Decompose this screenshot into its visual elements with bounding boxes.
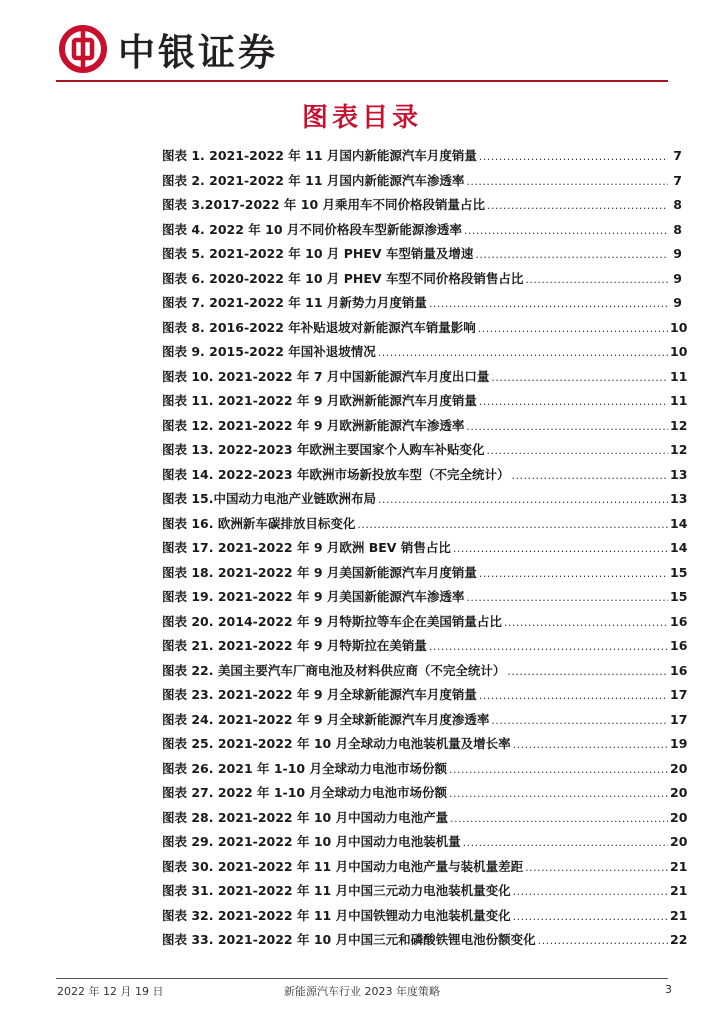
- toc-entry[interactable]: [162, 685, 688, 710]
- toc-entry[interactable]: [162, 489, 688, 514]
- toc-entry-page: 13: [670, 466, 688, 482]
- toc-entry[interactable]: [162, 710, 688, 735]
- toc-entry[interactable]: [162, 465, 688, 490]
- toc-dot-leader: [466, 175, 668, 188]
- toc-dot-leader: [491, 371, 668, 384]
- toc-entry[interactable]: [162, 514, 688, 539]
- toc-dot-leader: [357, 518, 668, 531]
- toc-entry-label: 图表 14. 2022-2023 年欧洲市场新投放车型（不完全统计）: [162, 466, 510, 482]
- toc-entry[interactable]: [162, 759, 688, 784]
- toc-dot-leader: [491, 714, 668, 727]
- toc-entry-page: 20: [670, 809, 688, 825]
- toc-entry-label: 图表 20. 2014-2022 年 9 月特斯拉等车企在美国销量占比: [162, 613, 502, 629]
- toc-dot-leader: [466, 591, 668, 604]
- toc-entry[interactable]: [162, 587, 688, 612]
- toc-dot-leader: [463, 836, 668, 849]
- toc-dot-leader: [450, 812, 668, 825]
- toc-entry[interactable]: [162, 734, 688, 759]
- toc-entry[interactable]: [162, 832, 688, 857]
- toc-entry-page: 20: [670, 760, 688, 776]
- toc-entry-label: 图表 18. 2021-2022 年 9 月美国新能源汽车月度销量: [162, 564, 477, 580]
- toc-entry[interactable]: [162, 906, 688, 931]
- toc-entry[interactable]: [162, 244, 682, 269]
- toc-entry-label: 图表 13. 2022-2023 年欧洲主要国家个人购车补贴变化: [162, 442, 485, 457]
- toc-entry[interactable]: [162, 293, 682, 318]
- toc-entry-label: 图表 23. 2021-2022 年 9 月全球新能源汽车月度销量: [162, 687, 477, 702]
- toc-dot-leader: [513, 910, 668, 923]
- toc-dot-leader: [479, 150, 668, 163]
- toc-dot-leader: [479, 567, 668, 580]
- toc-entry-page: 17: [670, 711, 688, 727]
- toc-entry-label: 图表 2. 2021-2022 年 11 月国内新能源汽车渗透率: [162, 172, 465, 188]
- toc-entry-page: 11: [670, 393, 688, 408]
- toc-entry-label: 图表 16. 欧洲新车碳排放目标变化: [162, 515, 356, 531]
- toc-entry-label: 图表 31. 2021-2022 年 11 月中国三元动力电池装机量变化: [162, 883, 511, 898]
- toc-dot-leader: [449, 763, 668, 776]
- toc-dot-leader: [466, 420, 668, 433]
- toc-entry-page: 16: [670, 613, 688, 629]
- toc-entry[interactable]: [162, 857, 688, 882]
- toc-entry[interactable]: [162, 146, 682, 171]
- toc-title: 图表目录: [301, 103, 422, 133]
- toc-entry-label: 图表 22. 美国主要汽车厂商电池及材料供应商（不完全统计）: [162, 662, 506, 678]
- toc-dot-leader: [453, 542, 668, 555]
- toc-entry-label: 图表 17. 2021-2022 年 9 月欧洲 BEV 销售占比: [162, 540, 451, 555]
- footer-divider: [56, 978, 668, 979]
- toc-entry[interactable]: [162, 342, 688, 367]
- toc-entry[interactable]: [162, 416, 688, 441]
- toc-entry-label: 图表 9. 2015-2022 年国补退坡情况: [162, 344, 376, 359]
- toc-entry-page: 8: [673, 197, 682, 212]
- toc-dot-leader: [378, 346, 668, 359]
- toc-entry-label: 图表 10. 2021-2022 年 7 月中国新能源汽车月度出口量: [162, 368, 490, 384]
- toc-entry-page: 21: [670, 907, 688, 923]
- toc-entry-page: 7: [673, 148, 682, 163]
- toc-entry-page: 13: [670, 491, 688, 506]
- toc-entry-page: 14: [670, 515, 688, 531]
- toc-entry-page: 20: [670, 834, 688, 849]
- toc-entry-page: 16: [670, 638, 688, 653]
- toc-entry-label: 图表 5. 2021-2022 年 10 月 PHEV 车型销量及增速: [162, 246, 474, 261]
- toc-dot-leader: [429, 297, 668, 310]
- toc-entry[interactable]: [162, 318, 688, 343]
- footer-document-title: 新能源汽车行业 2023 年度策略: [284, 985, 440, 998]
- header-divider: [56, 80, 668, 82]
- toc-entry[interactable]: [162, 269, 682, 294]
- toc-entry[interactable]: [162, 171, 682, 196]
- toc-entry-page: 15: [670, 589, 688, 604]
- toc-entry-label: 图表 3.2017-2022 年 10 月乘用车不同价格段销量占比: [162, 197, 486, 212]
- bank-of-china-logo-icon: [58, 24, 108, 74]
- toc-entry-label: 图表 26. 2021 年 1-10 月全球动力电池市场份额: [162, 760, 447, 776]
- toc-entry-label: 图表 21. 2021-2022 年 9 月特斯拉在美销量: [162, 638, 427, 653]
- toc-entry[interactable]: [162, 636, 688, 661]
- toc-dot-leader: [378, 493, 668, 506]
- toc-entry-page: 9: [673, 295, 682, 310]
- toc-entry[interactable]: [162, 538, 688, 563]
- toc-entry-page: 12: [670, 417, 688, 433]
- toc-dot-leader: [511, 469, 668, 482]
- toc-entry[interactable]: [162, 783, 688, 808]
- toc-dot-leader: [429, 640, 668, 653]
- toc-dot-leader: [475, 248, 668, 261]
- toc-dot-leader: [513, 738, 668, 751]
- toc-entry-label: 图表 25. 2021-2022 年 10 月全球动力电池装机量及增长率: [162, 736, 511, 751]
- toc-entry[interactable]: [162, 661, 688, 686]
- toc-entry-page: 22: [670, 932, 688, 947]
- toc-entry[interactable]: [162, 367, 688, 392]
- toc-entry[interactable]: [162, 391, 688, 416]
- toc-entry-page: 21: [670, 883, 688, 898]
- toc-entry-label: 图表 29. 2021-2022 年 10 月中国动力电池装机量: [162, 834, 461, 849]
- toc-entry[interactable]: [162, 612, 688, 637]
- toc-entry-page: 19: [670, 736, 688, 751]
- toc-entry-label: 图表 12. 2021-2022 年 9 月欧洲新能源汽车渗透率: [162, 417, 465, 433]
- toc-entry-label: 图表 28. 2021-2022 年 10 月中国动力电池产量: [162, 809, 449, 825]
- toc-entry-page: 8: [673, 221, 682, 237]
- brand-name: 中银证券: [118, 30, 278, 74]
- toc-entry-label: 图表 8. 2016-2022 年补贴退坡对新能源汽车销量影响: [162, 319, 476, 335]
- toc-dot-leader: [479, 689, 668, 702]
- toc-entry-page: 15: [670, 564, 688, 580]
- toc-entry[interactable]: [162, 881, 688, 906]
- page-header: [0, 0, 724, 86]
- toc-entry[interactable]: [162, 195, 682, 220]
- toc-entry-label: 图表 15.中国动力电池产业链欧洲布局: [162, 491, 376, 506]
- toc-entry[interactable]: [162, 440, 688, 465]
- toc-entry-label: 图表 1. 2021-2022 年 11 月国内新能源汽车月度销量: [162, 148, 477, 163]
- toc-entry[interactable]: [162, 220, 682, 245]
- toc-entry-label: 图表 24. 2021-2022 年 9 月全球新能源汽车月度渗透率: [162, 711, 490, 727]
- toc-entry-page: 10: [670, 319, 688, 335]
- toc-entry-label: 图表 7. 2021-2022 年 11 月新势力月度销量: [162, 295, 427, 310]
- toc-dot-leader: [507, 665, 668, 678]
- toc-entry-label: 图表 27. 2022 年 1-10 月全球动力电池市场份额: [162, 785, 447, 800]
- toc-entry-page: 12: [670, 442, 688, 457]
- toc-dot-leader: [478, 322, 668, 335]
- toc-dot-leader: [525, 273, 668, 286]
- toc-entry[interactable]: [162, 808, 688, 833]
- toc-entry-page: 9: [673, 270, 682, 286]
- toc-dot-leader: [513, 885, 668, 898]
- toc-dot-leader: [525, 861, 668, 874]
- toc-dot-leader: [486, 444, 668, 457]
- toc-entry-label: 图表 32. 2021-2022 年 11 月中国铁锂动力电池装机量变化: [162, 907, 511, 923]
- toc-entry-page: 17: [670, 687, 688, 702]
- toc-entry[interactable]: [162, 563, 688, 588]
- toc-dot-leader: [449, 787, 668, 800]
- toc-entry-page: 21: [670, 858, 688, 874]
- toc-entry-page: 14: [670, 540, 688, 555]
- footer-date: 2022 年 12 月 19 日: [57, 985, 164, 998]
- toc-entry-label: 图表 33. 2021-2022 年 10 月中国三元和磷酸铁锂电池份额变化: [162, 932, 536, 947]
- toc-entry-page: 7: [673, 172, 682, 188]
- toc-entry-label: 图表 4. 2022 年 10 月不同价格段车型新能源渗透率: [162, 221, 462, 237]
- toc-dot-leader: [479, 395, 668, 408]
- toc-entry-label: 图表 19. 2021-2022 年 9 月美国新能源汽车渗透率: [162, 589, 465, 604]
- toc-entry-page: 9: [673, 246, 682, 261]
- toc-list: [162, 146, 688, 955]
- toc-dot-leader: [504, 616, 668, 629]
- toc-entry-label: 图表 11. 2021-2022 年 9 月欧洲新能源汽车月度销量: [162, 393, 477, 408]
- footer-page-number: 3: [665, 983, 672, 996]
- toc-entry-page: 11: [670, 368, 688, 384]
- toc-entry-label: 图表 30. 2021-2022 年 11 月中国动力电池产量与装机量差距: [162, 858, 524, 874]
- toc-entry[interactable]: [162, 930, 688, 955]
- toc-entry-page: 16: [670, 662, 688, 678]
- toc-entry-page: 10: [670, 344, 688, 359]
- toc-entry-page: 20: [670, 785, 688, 800]
- toc-dot-leader: [487, 199, 668, 212]
- toc-entry-label: 图表 6. 2020-2022 年 10 月 PHEV 车型不同价格段销售占比: [162, 270, 524, 286]
- toc-dot-leader: [538, 934, 668, 947]
- toc-dot-leader: [464, 224, 668, 237]
